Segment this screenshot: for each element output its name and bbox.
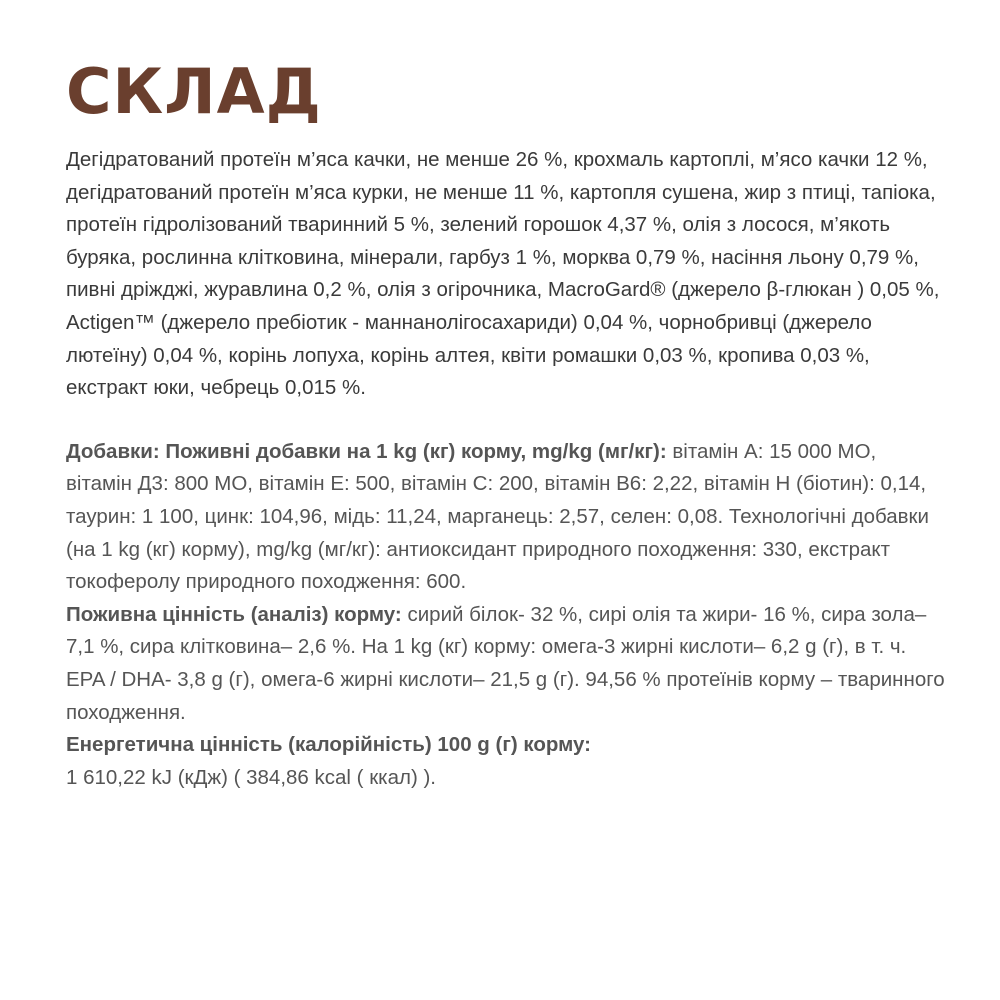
nutrition-text: сирий білок- 32 %, сирі олія та жири- 16 %, сира зола– 7,1 %, сира клітковина– 2,6 %. На 1 kg (кг) корму: омега-3 жирні кислоти– 6,2 g (г), в т. ч. EPA / DHA- 3,8 g (г), омега-6 жирні кислоти– 21,5 g (г). 94,56 % протеїнів корму – тваринного походження. bbox=[66, 602, 945, 724]
page-title: СКЛАД bbox=[66, 55, 322, 128]
energy-label: Енергетична цінність (калорійність) 100 g (г) корму: bbox=[66, 733, 592, 757]
additives-text: вітамін A: 15 000 МО, вітамін Д3: 800 МО, вітамін E: 500, вітамін C: 200, вітамін B6: 2,22, вітамін H (біотин): 0,14, таурин: 1 100, цинк: 104,96, мідь: 11,24, марганець: 2,57, селен: 0,08. Технологічні добавки (на 1 kg (кг) корму), mg/kg (мг/кг): антиоксидант природного походження: 330, екстракт токоферолу природного походження: 600. bbox=[66, 439, 929, 594]
energy-paragraph bbox=[66, 729, 946, 794]
energy-text: 1 610,22 kJ (кДж) ( 384,86 kcal ( ккал) ). bbox=[66, 765, 436, 789]
additives-paragraph bbox=[66, 436, 946, 599]
nutrition-label: Поживна цінність (аналіз) корму: bbox=[66, 602, 402, 626]
composition-page bbox=[66, 52, 946, 794]
ingredients-paragraph: Дегідратований протеїн м’яса качки, не менше 26 %, крохмаль картоплі, м’ясо качки 12 %, дегідратований протеїн м’яса курки, не менше 11 %, картопля сушена, жир з птиці, тапіока, протеїн гідролізований тваринний 5 %, зелений горошок 4,37 %, олія з лосося, м’якоть буряка, рослинна клітковина, мінерали, гарбуз 1 %, морква 0,79 %, насіння льону 0,79 %, пивні дріжджі, журавлина 0,2 %, олія з огірочника, MacroGard® (джерело β-глюкан ) 0,05 %, Actigen™ (джерело пребіотик - маннанолігосахариди) 0,04 %, чорнобривці (джерело лютеїну) 0,04 %, корінь лопуха, корінь алтея, квіти ромашки 0,03 %, кропива 0,03 %, екстракт юки, чебрець 0,015 %. bbox=[66, 148, 940, 400]
nutrition-paragraph bbox=[66, 599, 946, 729]
additives-section bbox=[66, 436, 946, 795]
additives-label: Добавки: Поживні добавки на 1 kg (кг) корму, mg/kg (мг/кг): bbox=[66, 439, 667, 463]
